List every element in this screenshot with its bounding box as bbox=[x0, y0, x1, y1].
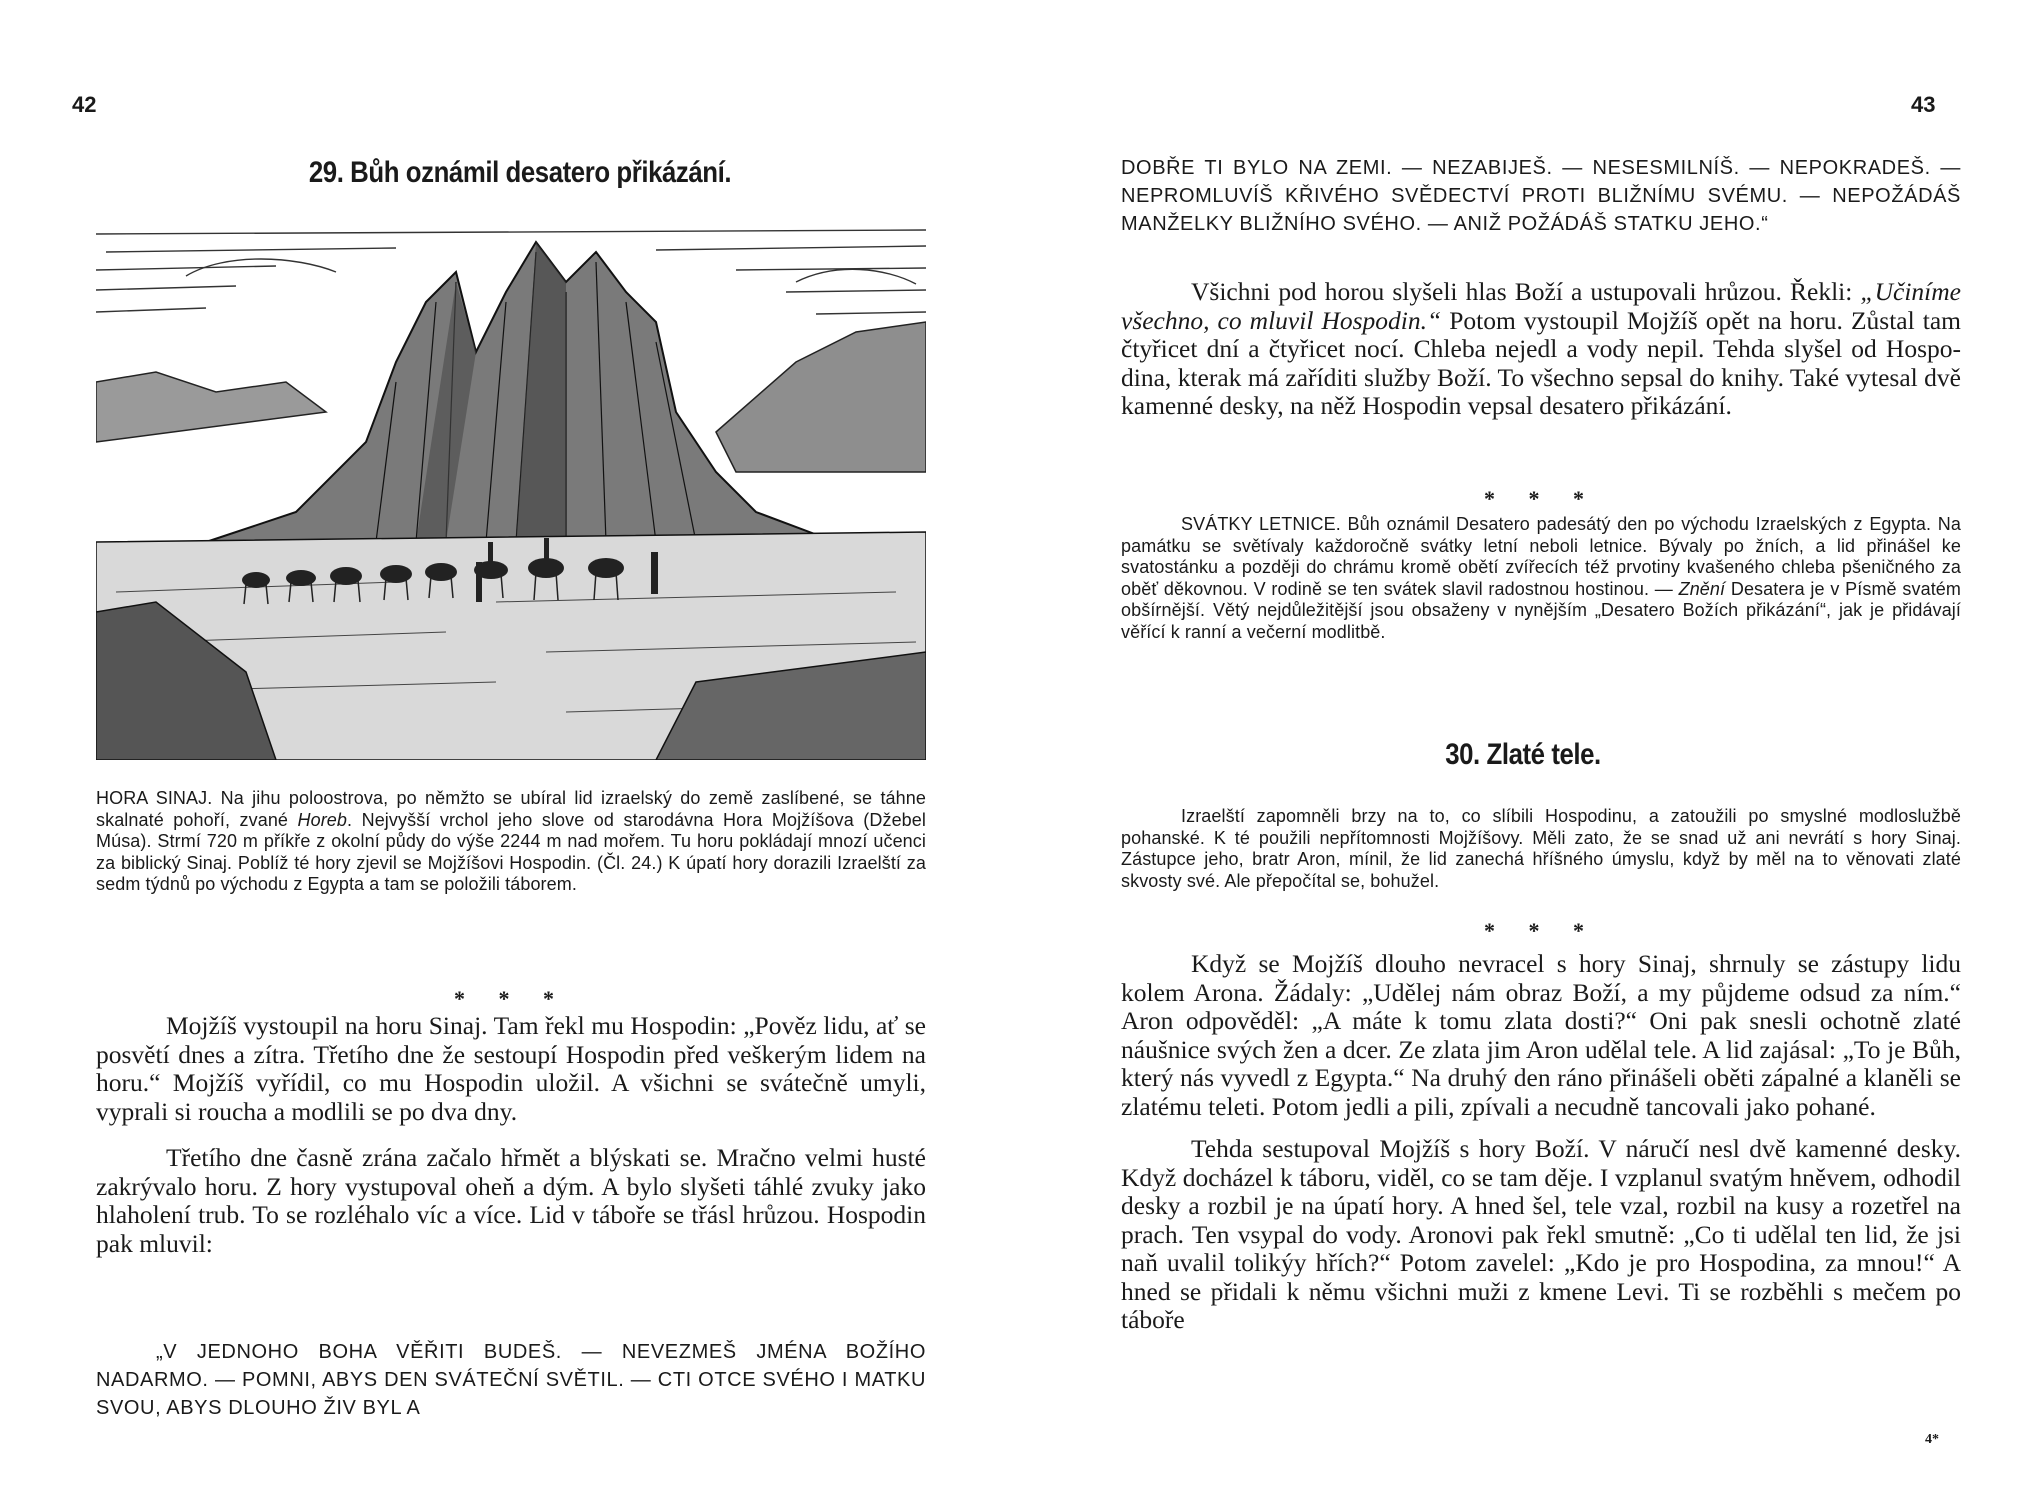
chapter-title: 29. Bůh oznámil desatero přikázání. bbox=[308, 156, 732, 189]
main-text bbox=[96, 1012, 926, 1258]
page-number: 42 bbox=[72, 92, 97, 117]
main-text-2 bbox=[1121, 950, 1961, 1335]
caption-horeb: Horeb bbox=[297, 809, 348, 830]
paragraph bbox=[1121, 278, 1961, 421]
paragraph-part: Všichni pod horou slyšeli hlas Boží a ustupovali hrůzou. Řekli: bbox=[1191, 277, 1861, 306]
quote: „Učiníme všechno, co mluvil Hospodin.“ bbox=[1121, 277, 1961, 335]
illustration-caption bbox=[96, 788, 926, 896]
section-divider-stars: * * * bbox=[1484, 918, 1598, 943]
commandments-continued: DOBŘE TI BYLO NA ZEMI. — NEZABIJEŠ. — NESESMILNÍŠ. — NEPOKRADEŠ. — NEPROMLUVÍŠ KŘIVÉHO SVĚDECTVÍ PROTI BLIŽNÍMU SVÉMU. — NEPOŽÁDÁŠ MANŽELKY BLIŽNÍHO SVÉHO. — ANIŽ POŽÁDÁŠ STATKU JEHO.“ bbox=[1121, 157, 1961, 235]
section-divider-stars: * * * bbox=[1484, 486, 1598, 511]
chapter-intro: Izraelští zapomněli brzy na to, co slíbili Hospodinu, a zatoužili po smyslné modloslužbě pohanské. K té použili nepřítomnosti Mojžíšovy. Měli zato, že se snad už ani nevrátí s hory Sinaj. Zástupce jeho, bratr Aron, mínil, že lid zanechá hříšného úmyslu, když by měl na to věnovati zlaté skvosty své. Ale přepočítal se, bohužel. bbox=[1121, 806, 1961, 891]
right-page bbox=[1013, 0, 2026, 1500]
note-part: Desatera je v Písmě svatém obšírnější. Větý nejdůležitější jsou obsaženy v nynějším „Desatero Božích přikázání“, jak je přidávají věřící k ranní a večerní modlitbě. bbox=[1121, 578, 1962, 642]
paragraph: Třetího dne časně zrána začalo hřmět a blýskati se. Mračno velmi husté zakrývalo horu. Z hory vystupoval oheň a dým. A bylo slyšeti táhlé zvuky jako hlaholení trub. To se rozléhalo víc a více. Lid v táboře se třásl hrůzou. Hospodin pak mluvil: bbox=[96, 1143, 926, 1258]
chapter-title: 30. Zlaté tele. bbox=[1445, 738, 1601, 771]
feast-note bbox=[1121, 514, 1961, 643]
main-text bbox=[1121, 278, 1961, 421]
note-emphasis: Znění bbox=[1678, 578, 1726, 599]
paragraph-part: Potom vystoupil Mojžíš opět na horu. Zůstal tam čtyřicet dní a čtyřicet nocí. Chleba nejedl a vody nepil. Tehda slyšel od Hospodina, kterak má zaříditi služby Boží. To všechno sepsal do knihy. Také vytesal dvě kamenné desky, na něž Hospodin vepsal desatero přikázání. bbox=[1121, 305, 1961, 420]
signature-mark: 4* bbox=[1925, 1432, 1939, 1447]
paragraph: Mojžíš vystoupil na horu Sinaj. Tam řekl mu Hospodin: „Pověz lidu, ať se posvětí dnes a zítra. Třetího dne že sestoupí Hospodin před veškerým lidem na horu.“ Mojžíš vyřídil, co mu Hospodin uložil. A všichni se svátečně umyli, vyprali si roucha a modlili se po dva dny. bbox=[96, 1011, 926, 1126]
caption-lead: HORA SINAJ. Na jihu poloostrova, po němžto se ubíral lid izraelský do země zaslíbené, se táhne skalnaté pohoří, zvané bbox=[96, 788, 926, 830]
mount-sinai-illustration bbox=[96, 212, 926, 760]
caption-rest: . Nejvyšší vrchol jeho slove od starodávna Hora Mojžíšova (Džebel Músa). Strmí 720 m příkře z okolní půdy do výše 2244 m nad mořem. Tu horu pokládají mnozí učenci za biblický Sinaj. Poblíž té hory zjevil se Mojžíšovi Hospodin. (Čl. 24.) K úpatí hory dorazili Izraelští za sedm týdnů po východu z Egypta a tam se položili táborem. bbox=[96, 809, 926, 894]
section-divider-stars: * * * bbox=[454, 986, 568, 1011]
paragraph: Když se Mojžíš dlouho nevracel s hory Sinaj, shrnuly se zástupy lidu kolem Arona. Žádaly: „Udělej nám obraz Boží, a my půjdeme odsud za ním.“ Aron odpověděl: „A máte k tomu zlata dosti?“ Oni pak snesli ochotně zlaté náušnice svých žen a dcer. Ze zlata jim Aron udělal tele. A lid zajásal: „To je Bůh, který nás vyvedl z Egypta.“ Na druhý den ráno přinášeli oběti zápalné a klaněli se zlatému teleti. Potom jedli a pili, zpívali a necudně tancovali jako pohané. bbox=[1121, 949, 1961, 1121]
paragraph: Tehda sestupoval Mojžíš s hory Boží. V náručí nesl dvě kamenné desky. Když docházel k táboru, viděl, co se tam děje. I vzplanul svatým hněvem, odhodil desky a rozbil je na úpatí hory. A hned šel, tele vzal, rozbil na kusy a rozetřel na prach. Ten vsypal do vody. Aronovi pak řekl smutně: „Co ti udělal ten lid, že jsi naň uvalil tolikýy hřích?“ Potom zavelel: „Kdo je pro Hospodina, za mnou!“ A hned se přidali k němu všichni muži z kmene Levi. Ti se rozběhli s mečem po táboře bbox=[1121, 1134, 1961, 1334]
page-number: 43 bbox=[1911, 92, 1936, 117]
commandments-text: „V JEDNOHO BOHA VĚŘITI BUDEŠ. — NEVEZMEŠ JMÉNA BOŽÍHO NADARMO. — POMNI, ABYS DEN SVÁTEČNÍ SVĚTIL. — CTI OTCE SVÉHO I MATKU SVOU, ABYS DLOUHO ŽIV BYL A bbox=[96, 1341, 926, 1419]
note-part: SVÁTKY LETNICE. Bůh oznámil Desatero padesátý den po východu Izraelských z Egypta. Na památku se světívaly každoročně svátky letní neboli letnice. Bývaly po žních, a lid přinášel ke svatostánku a později do chrámu kromě obětí zvířecích též prvotiny kvašeného chleba pšeničného za oběť děkovnou. V rodině se ten svátek slavil radostnou hostinou. — bbox=[1121, 514, 1961, 599]
